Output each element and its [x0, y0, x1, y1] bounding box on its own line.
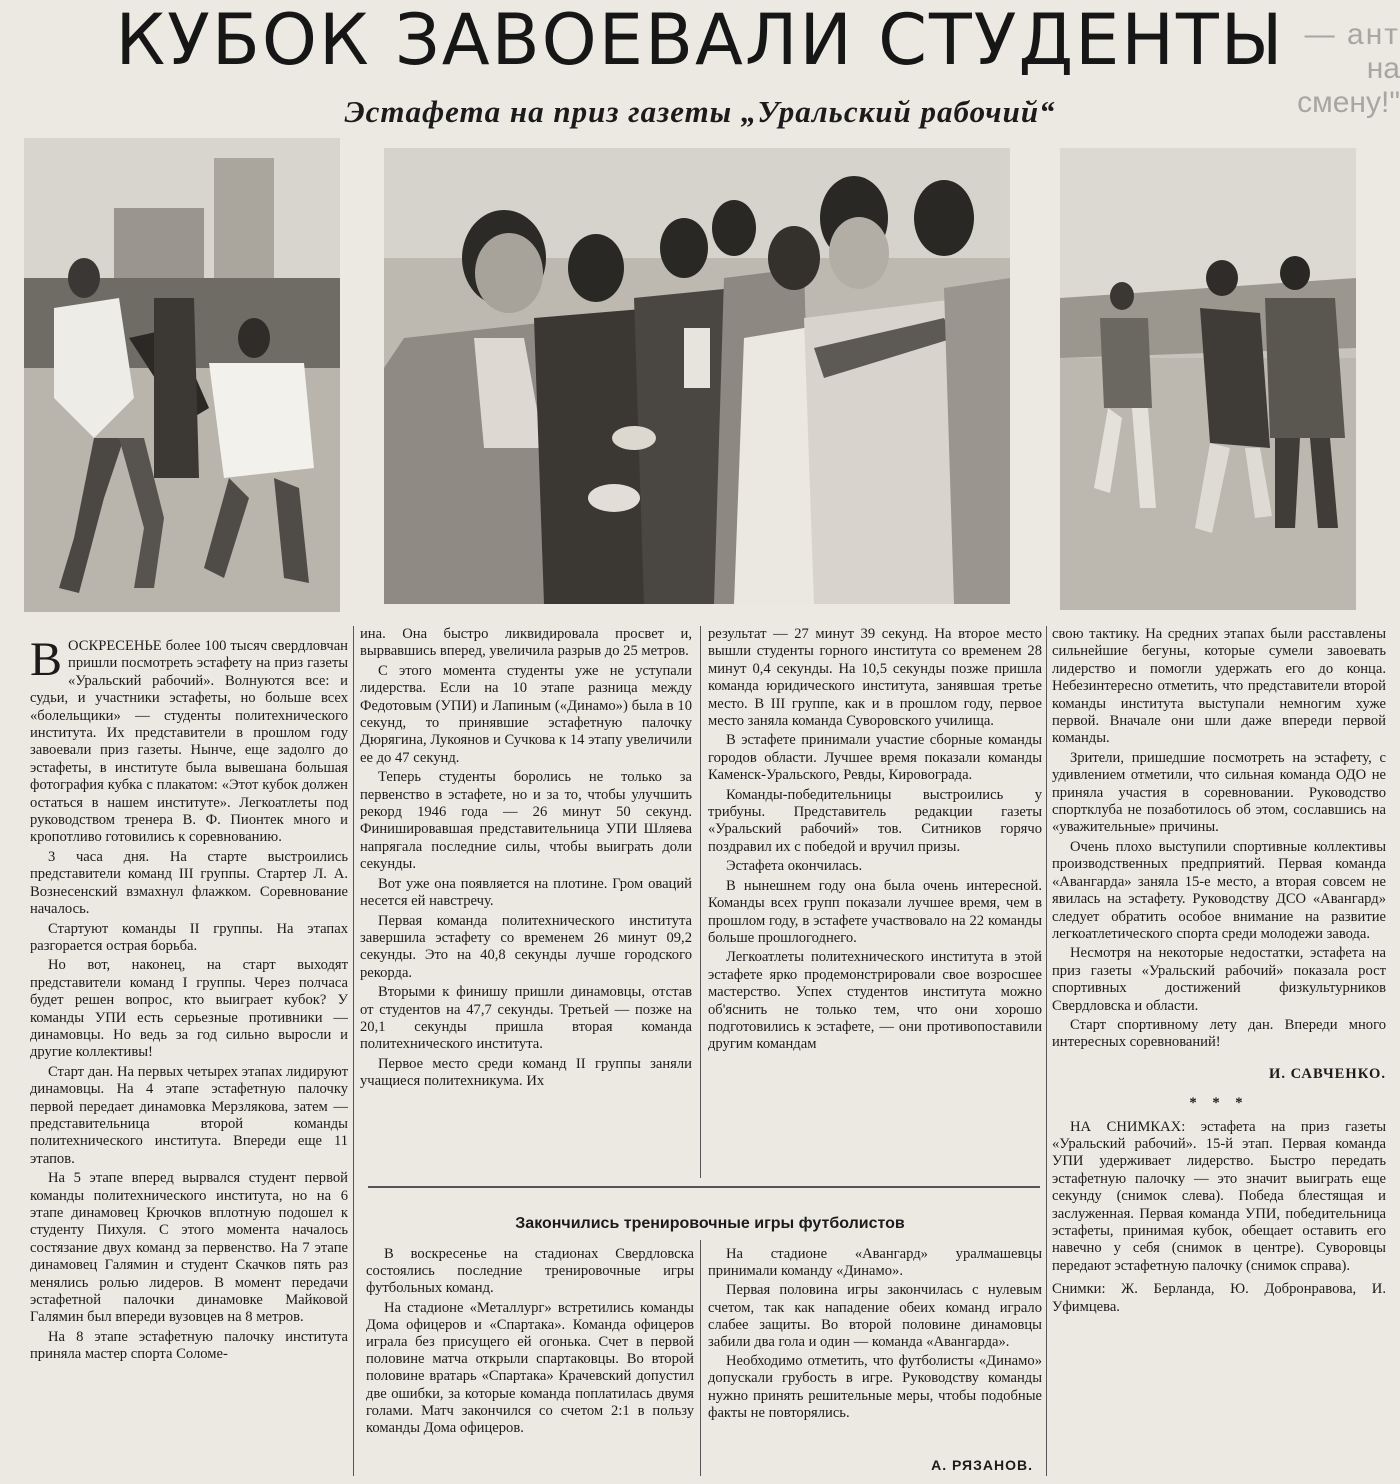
article-paragraph: Очень плохо выступили спортивные коллективы производственных предприятий. Первая команда «Авангарда» заняла 15-е место, а вторая совсем не явилась на эстафету. Руководству ДСО «Авангард» следует обратить особое внимание на развитие легкоатлетического спорта среди молодежи завода. [1052, 838, 1386, 942]
article-paragraph: Вторыми к финишу пришли динамовцы, отстав от студентов на 47,7 секунды. Третьей — позже на 20,1 секунды пришла вторая команда политехнического института. [360, 984, 692, 1053]
article-paragraph: свою тактику. На средних этапах были расставлены сильнейшие бегуны, которые сумели завоевать лидерство и помогли удержать его до конца. Небезинтересно отметить, что представители второй команды института выступали немногим хуже первой. Вначале они шли даже впереди первой команды. [1052, 626, 1386, 747]
article-paragraph: Старт спортивному лету дан. Впереди много интересных соревнований! [1052, 1016, 1386, 1051]
article-paragraph: Команды-победительницы выстроились у трибуны. Представитель редакции газеты «Уральский рабочий» тов. Ситников горячо поздравил их с победой и вручил призы. [708, 786, 1042, 855]
article-paragraph: Первое место среди команд II группы заняли учащиеся политехникума. Их [360, 1055, 692, 1090]
subheadline: Эстафета на приз газеты „Уральский рабочий“ [344, 94, 1056, 129]
article-column-1 [30, 638, 348, 1478]
article-paragraph: На 5 этапе вперед вырвался студент первой команды политехнического института, но на 6 этапе динамовец Крючков вплотную подошел к студенту Пихуля. С этого момента началось состязание двух команд за первенство. На 7 этапе динамовец Галямин и студент Скачков пять раз менялись ролью лидеров. В момент передачи эстафетной палочки динамовке Майковой Галямин был впереди вузовцев на 8 метров. [30, 1170, 348, 1326]
article-paragraph: Но вот, наконец, на старт выходят представители команд I группы. Через полчаса будет решен вопрос, кто выиграет кубок? У команды УПИ есть серьезные противники — динамовцы. Но ведь за год сильно выросли и другие коллективы! [30, 957, 348, 1061]
column-rule [353, 626, 354, 1476]
football-paragraph: Первая половина игры закончилась с нулевым счетом, так как нападение обеих команд играло слабее защиты. Во второй половине динамовцы забили два гола и один — команда «Авангарда». [708, 1282, 1042, 1351]
football-column-1 [366, 1246, 694, 1478]
article-paragraph: Зрители, пришедшие посмотреть на эстафету, с удивлением отметили, что сильная команда ОДО не приняла участия в соревновании. Руководство спортклуба не позаботилось об этом, сославшись на «уважительные» причины. [1052, 749, 1386, 836]
photo-left-image [24, 138, 340, 612]
adjacent-article-fragment [1290, 18, 1400, 138]
column-rule [1046, 626, 1047, 1476]
article-lead: ОСКРЕСЕНЬЕ более 100 тысяч свердловчан пришли посмотреть эстафету на приз газеты «Уральский рабочий». Волнуются все: и судьи, и участники эстафеты, но больше всех «болельщики» — студенты политехнического института. Их представители в прошлом году завоевали приз газеты. Нынче, еще задолго до эстафеты, в институте была вывешана большая фотография кубка с плакатом: «Этот кубок должен остаться в нашем институте». Легкоатлеты под руководством тренера В. Ф. Пионтек много и кропотливо готовились к соревнованию. [30, 638, 348, 846]
football-paragraph: На стадионе «Авангард» уралмашевцы принимали команду «Динамо». [708, 1246, 1042, 1280]
football-author: А. РЯЗАНОВ. [931, 1457, 1033, 1473]
article-column-3 [708, 626, 1042, 1174]
article-paragraph: результат — 27 минут 39 секунд. На второе место вышли студенты горного института со временем 28 минут 0,4 секунды. На 10,5 секунды позже пришла команда юридического института, занявшая третье место. В III группе, как и в прошлом году, первое место заняла команда Суворовского училища. [708, 626, 1042, 730]
football-column-2 [708, 1246, 1042, 1452]
article-paragraph: Стартуют команды II группы. На этапах разгорается острая борьба. [30, 920, 348, 954]
photo-right-image [1060, 148, 1356, 610]
article-paragraph: В нынешнем году она была очень интересной. Команды всех групп показали лучшее время, чем в прошлом году, в эстафете участвовало на 22 команды больше прошлогоднего. [708, 877, 1042, 946]
photo-center-image [384, 148, 1010, 604]
article-paragraph: 3 часа дня. На старте выстроились представители команд III группы. Стартер Л. А. Вознесенский взмахнул флажком. Соревнование началось. [30, 848, 348, 918]
column-rule [700, 626, 701, 1178]
dropcap: В [30, 638, 63, 686]
article-paragraph: Первая команда политехнического института завершила эстафету со временем 26 минут 09,2 секунды. Это на 40,8 секунды лучше городского рекорда. [360, 912, 692, 981]
article-paragraph: Теперь студенты боролись не только за первенство в эстафете, но и за то, чтобы улучшить рекорд 1946 года — 26 минут 50 секунд. Финишировавшая представительница УПИ Шляева напрягала последние силы, чтобы выиграть доли секунды. [360, 769, 692, 873]
article-paragraph: В эстафете принимали участие сборные команды городов области. Лучшее время показали команды Каменск-Уральского, Ревды, Кировограда. [708, 732, 1042, 784]
football-paragraph: На стадионе «Металлург» встретились команды Дома офицеров и «Спартака». Команда офицеров играла без присущего ей огонька. Счет в первой половине матча открыли спартаковцы. Во второй половине вратарь «Спартака» Крачевский допустил две ошибки, за которые команда поплатилась двумя голами. Матч закончился со счетом 2:1 в пользу команды Дома офицеров. [366, 1299, 694, 1437]
article-column-2 [360, 626, 692, 1174]
headline: КУБОК ЗАВОЕВАЛИ СТУДЕНТЫ [115, 0, 1285, 81]
photo-left [24, 138, 340, 612]
article-paragraph: ина. Она быстро ликвидировала просвет и, вырвавшись вперед, увеличила разрыв до 25 метров. [360, 626, 692, 660]
article-paragraph: С этого момента студенты уже не уступали лидерства. Если на 10 этапе разница между Федотовым (УПИ) и Лапиным («Динамо») была в 10 секунд, то принявшие эстафетную палочку Дюрягина, Лукоянов и Сучкова к 14 этапу увеличили ее до 47 секунд. [360, 662, 692, 766]
article-author: И. САВЧЕНКО. [1268, 1065, 1386, 1082]
photo-caption: НА СНИМКАХ: эстафета на приз газеты «Уральский рабочий». 15-й этап. Первая команда УПИ удерживает лидерство. Быстро передать эстафетную палочку — это значит выиграть еще секунду (снимок слева). Победа блестящая и заслуженная. Первая команда УПИ, победительница эстафеты, принимая кубок, обещает оставить его навечно у себя (снимок в центре). Суворовцы передают эстафетную палочку (снимок справа). [1052, 1118, 1386, 1274]
separator-stars: * * * [1189, 1095, 1249, 1112]
article-paragraph: Вот уже она появляется на плотине. Гром оваций несется ей навстречу. [360, 875, 692, 910]
article-column-4 [1052, 626, 1386, 1478]
photo-center [384, 148, 1010, 604]
column-rule [700, 1240, 701, 1476]
article-paragraph: Старт дан. На первых четырех этапах лидируют динамовцы. На 4 этапе эстафетную палочку первой передает динамовка Мерзлякова, затем — представительница второй команды политехнического института. Впереди еще 11 этапов. [30, 1063, 348, 1167]
adjacent-fragment-line: на смену!" [1297, 52, 1400, 119]
article-paragraph: Несмотря на некоторые недостатки, эстафета на приз газеты «Уральский рабочий» показала рост спортивных достижений физкультурников Свердловска и области. [1052, 945, 1386, 1014]
article-paragraph: Легкоатлеты политехнического института в этой эстафете ярко продемонстрировали свое возросшее мастерство. Успех студентов института можно об'яснить не только тем, что они хорошо подготовились к эстафете, — они противопоставили другим командам [708, 949, 1042, 1053]
football-paragraph: В воскресенье на стадионах Свердловска состоялись последние тренировочные игры футбольных команд. [366, 1246, 694, 1297]
article-paragraph: На 8 этапе эстафетную палочку института приняла мастер спорта Соломе- [30, 1328, 348, 1363]
photo-right [1060, 148, 1356, 610]
article-paragraph [30, 638, 348, 847]
adjacent-fragment-line: — ант [1304, 18, 1400, 51]
football-paragraph: Необходимо отметить, что футболисты «Динамо» допускали грубость в игре. Руководству команды нужно принять решительные меры, чтобы подобные факты не повторялись. [708, 1353, 1042, 1421]
football-title: Закончились тренировочные игры футболистов [515, 1215, 905, 1232]
photo-credits: Снимки: Ж. Берланда, Ю. Добронравова, И. Уфимцева. [1052, 1281, 1386, 1315]
article-paragraph: Эстафета окончилась. [726, 858, 863, 875]
football-top-rule [368, 1186, 1040, 1188]
